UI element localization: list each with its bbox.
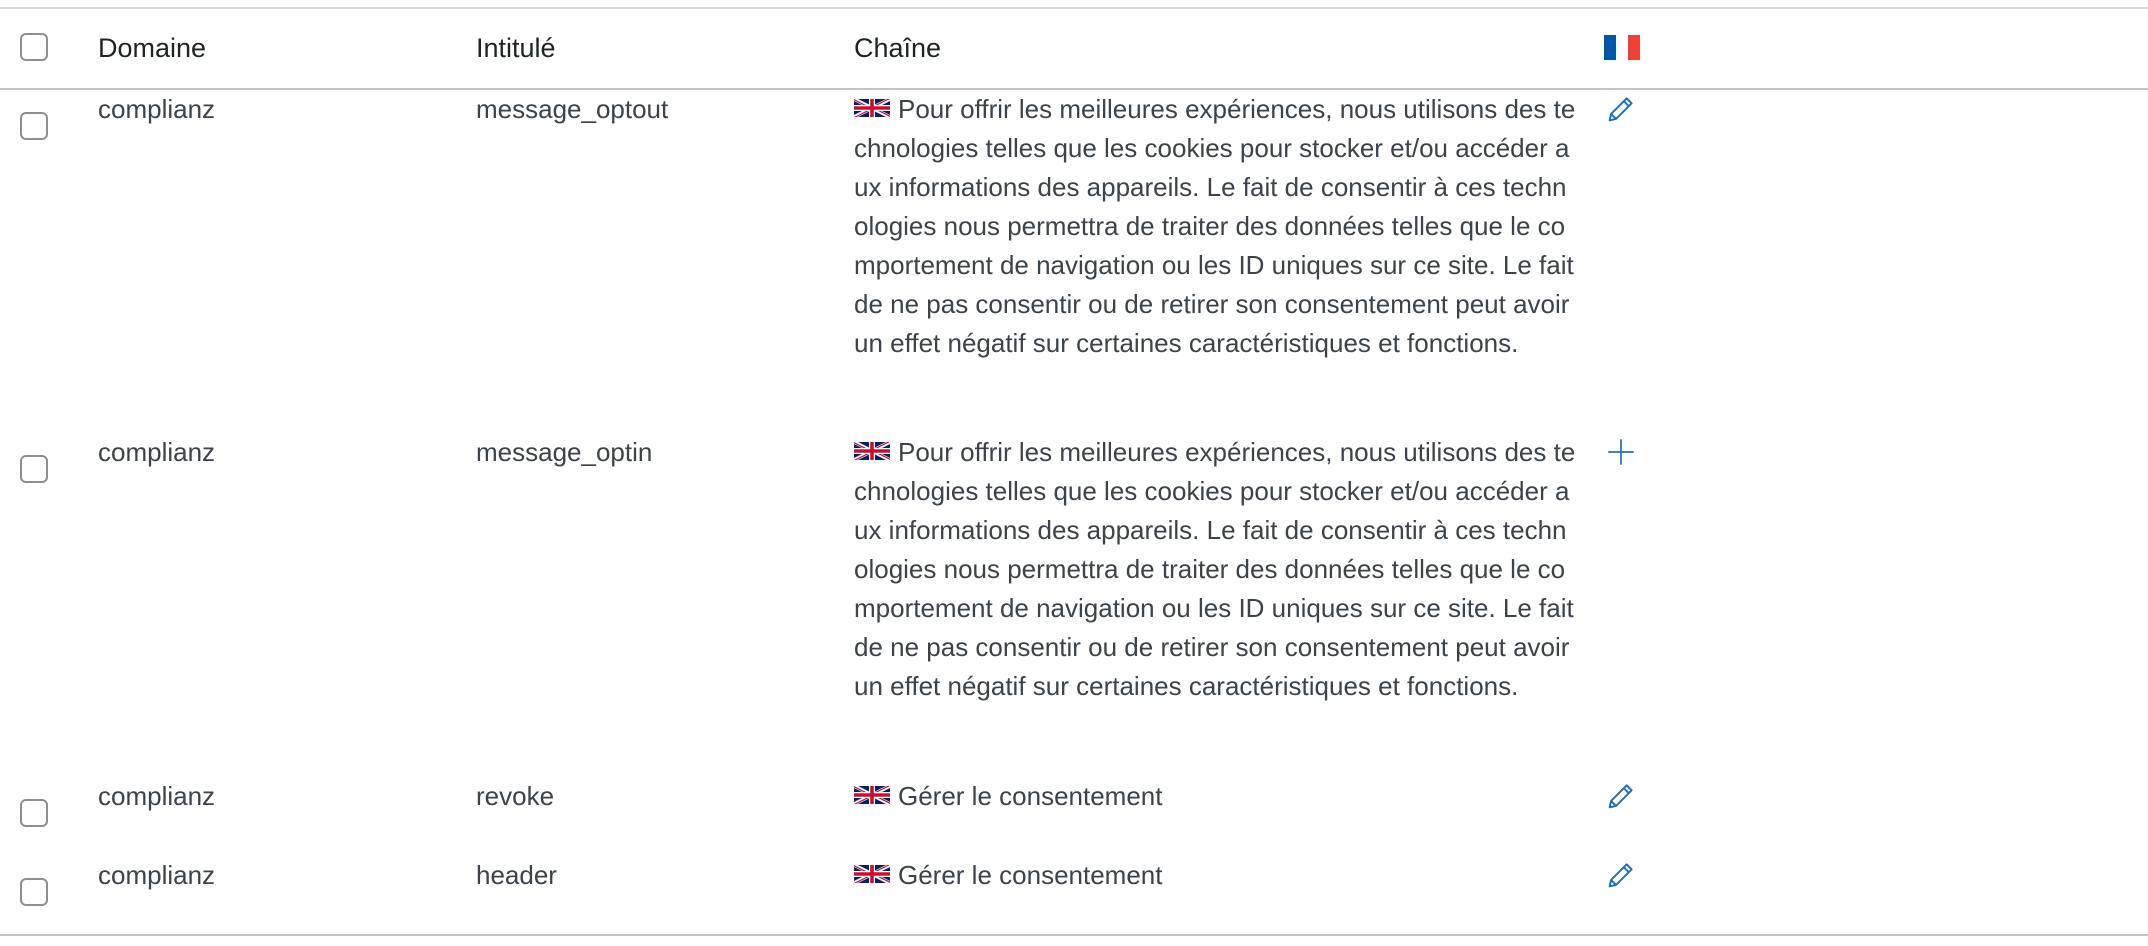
column-header-domain[interactable]: Domaine (98, 33, 207, 63)
column-header-string[interactable]: Chaîne (854, 33, 942, 63)
table-header-row (0, 9, 2148, 89)
label-cell: header (476, 860, 557, 890)
french-flag-icon (1604, 35, 1640, 60)
table-row (0, 89, 2148, 433)
domain-cell: complianz (98, 437, 216, 467)
domain-cell: complianz (98, 94, 216, 124)
uk-flag-icon (854, 96, 890, 120)
action-cell (1600, 433, 2148, 777)
strings-table (0, 9, 2148, 936)
action-cell (1600, 856, 2148, 935)
table-row (0, 856, 2148, 935)
string-cell (854, 89, 1600, 433)
string-text: Pour offrir les meilleures expériences, nous utilisons des technologies telles que les cookies pour stocker et/ou accéder aux informations des appareils. Le fait de consentir à ces technologies nous permettra de traiter des données telles que le comportement de navigation ou les ID uniques sur ce site. Le fait de ne pas consentir ou de retirer son consentement peut avoir un effet négatif sur certaines caractéristiques et fonctions. (854, 437, 1576, 701)
table-row (0, 777, 2148, 856)
uk-flag-icon (854, 783, 890, 807)
uk-flag-icon (854, 862, 890, 886)
edit-pencil-icon[interactable] (1604, 858, 1638, 892)
domain-cell: complianz (98, 860, 216, 890)
select-all-checkbox[interactable] (20, 33, 48, 61)
label-cell: message_optout (476, 94, 669, 124)
row-checkbox[interactable] (20, 799, 48, 827)
action-cell (1600, 89, 2148, 433)
column-header-language (1600, 9, 2148, 89)
string-text: Pour offrir les meilleures expériences, nous utilisons des technologies telles que les cookies pour stocker et/ou accéder aux informations des appareils. Le fait de consentir à ces technologies nous permettra de traiter des données telles que le comportement de navigation ou les ID uniques sur ce site. Le fait de ne pas consentir ou de retirer son consentement peut avoir un effet négatif sur certaines caractéristiques et fonctions. (854, 94, 1576, 358)
column-header-label[interactable]: Intitulé (476, 33, 556, 63)
add-plus-icon[interactable] (1604, 435, 1638, 469)
row-checkbox[interactable] (20, 878, 48, 906)
header-checkbox-cell (0, 9, 98, 89)
table-row (0, 433, 2148, 777)
string-cell (854, 856, 1600, 935)
domain-cell: complianz (98, 781, 216, 811)
label-cell: message_optin (476, 437, 653, 467)
string-text: Gérer le consentement (898, 860, 1163, 890)
string-cell (854, 777, 1600, 856)
row-checkbox[interactable] (20, 455, 48, 483)
string-text: Gérer le consentement (898, 781, 1163, 811)
label-cell: revoke (476, 781, 555, 811)
uk-flag-icon (854, 439, 890, 463)
edit-pencil-icon[interactable] (1604, 92, 1638, 126)
row-checkbox[interactable] (20, 112, 48, 140)
action-cell (1600, 777, 2148, 856)
edit-pencil-icon[interactable] (1604, 779, 1638, 813)
string-cell (854, 433, 1600, 777)
